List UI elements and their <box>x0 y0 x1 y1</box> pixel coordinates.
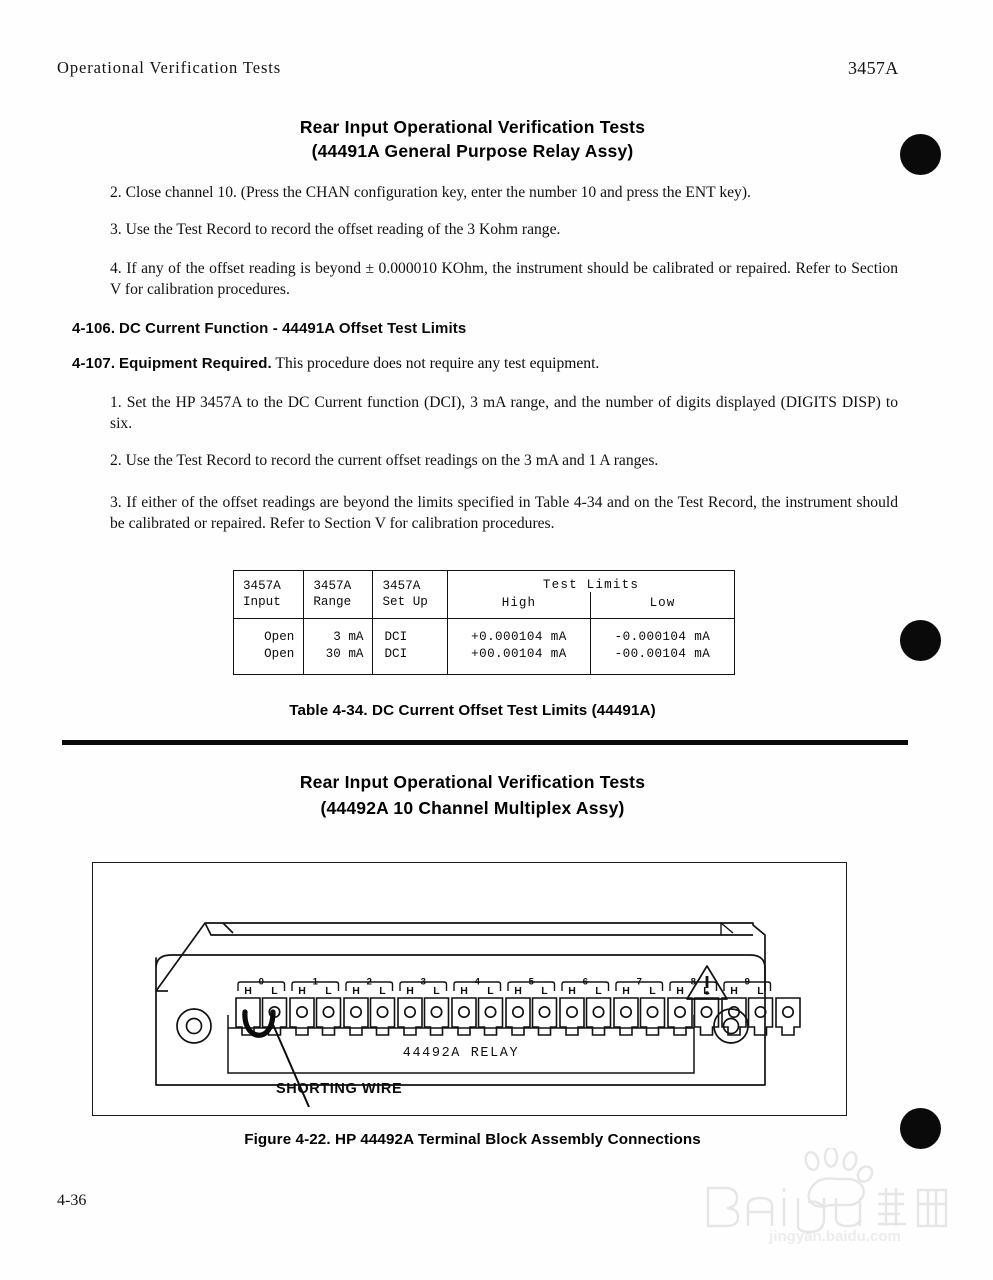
cell-range-row1: 30 mA <box>325 647 364 661</box>
channel-number-label: 9 <box>744 976 750 988</box>
header-test-limits-low: Low <box>590 592 734 618</box>
paragraph-dci-step-2: 2. Use the Test Record to record the current offset readings on the 3 mA and 1 A ranges. <box>110 452 659 469</box>
channel-number-label: 0 <box>258 976 264 988</box>
terminal-label-high: H <box>352 985 360 997</box>
terminal-label-low: L <box>487 985 494 997</box>
channel-number-label: 2 <box>366 976 372 988</box>
dc-current-offset-limits-table <box>233 570 735 675</box>
terminal-screw-icon <box>539 1007 549 1017</box>
terminal-label-low: L <box>433 985 440 997</box>
cell-input-row0: Open <box>264 630 295 644</box>
terminal-label-high: H <box>622 985 630 997</box>
cell-high-row0: +0.000104 mA <box>471 630 567 644</box>
header-3457a-range <box>304 571 373 619</box>
terminal-screw-icon <box>701 1007 711 1017</box>
terminal-label-high: H <box>514 985 522 997</box>
figure-4-22-frame <box>92 862 847 1116</box>
terminal-screw-icon <box>323 1007 333 1017</box>
terminal-block-diagram <box>93 863 844 1113</box>
shorting-wire <box>245 1012 273 1035</box>
section-title-44491a-line1: Rear Input Operational Verification Tests <box>299 117 646 137</box>
terminal-label-low: L <box>703 985 710 997</box>
terminal-screw-icon <box>621 1007 631 1017</box>
paragraph-dci-step-3: 3. If either of the offset readings are beyond the limits specified in Table 4-34 and on the Test Record, the instrument should be calibrated or repaired. Refer to Section V for calibration procedures. <box>110 494 898 532</box>
terminal-screw-icon <box>593 1007 603 1017</box>
terminal-screw-icon <box>405 1007 415 1017</box>
terminal-screw-icon <box>431 1007 441 1017</box>
running-head-left: Operational Verification Tests <box>57 58 282 77</box>
terminal-label-high: H <box>568 985 576 997</box>
terminal-screw-icon <box>729 1007 739 1017</box>
page-number: 4-36 <box>57 1192 87 1209</box>
terminal-screw-icon <box>459 1007 469 1017</box>
paragraph-step-4: 4. If any of the offset reading is beyond ± 0.000010 KOhm, the instrument should be calibrated or repaired. Refer to Section V for calibration procedures. <box>110 260 898 298</box>
header-3457a-input-l2: Input <box>243 595 281 609</box>
paragraph-step-3: 3. Use the Test Record to record the offset reading of the 3 Kohm range. <box>110 221 561 238</box>
table-head <box>234 571 735 619</box>
subheading-4-107 <box>72 355 599 373</box>
cell-setup-row1: DCI <box>384 647 408 661</box>
channel-number-label: 5 <box>528 976 534 988</box>
cell-range-row0: 3 mA <box>333 630 364 644</box>
subheading-4-107-number: 4-107. <box>72 355 116 372</box>
paragraph-step-2: 2. Close channel 10. (Press the CHAN configuration key, enter the number 10 and press the ENT key). <box>110 184 751 201</box>
terminal-screw-icon <box>783 1007 793 1017</box>
channel-number-label: 3 <box>420 976 426 988</box>
cell-input-row1: Open <box>264 647 295 661</box>
cell-input <box>234 619 304 675</box>
watermark-url: jingyan.baidu.com <box>769 1228 901 1244</box>
header-3457a-range-l2: Range <box>313 595 352 609</box>
terminal-label-low: L <box>649 985 656 997</box>
header-test-limits-high: High <box>447 592 590 618</box>
header-3457a-setup-l2: Set Up <box>382 595 428 609</box>
terminal-screw-icon <box>567 1007 577 1017</box>
section-title-44491a-line2: (44491A General Purpose Relay Assy) <box>311 141 634 161</box>
terminal-label-low: L <box>271 985 278 997</box>
paragraph-dci-step-1: 1. Set the HP 3457A to the DC Current function (DCI), 3 mA range, and the number of digits displayed (DIGITS DISP) to six. <box>110 394 898 432</box>
subheading-4-106 <box>72 320 466 338</box>
header-3457a-setup-l1: 3457A <box>382 579 421 593</box>
channel-number-label: 8 <box>690 976 696 988</box>
channel-number-label: 4 <box>474 976 480 988</box>
terminal-label-low: L <box>757 985 764 997</box>
channel-number-label: 6 <box>582 976 588 988</box>
binder-hole-icon <box>900 620 941 661</box>
module-label: 44492A RELAY <box>402 1046 520 1061</box>
terminal-label-high: H <box>406 985 414 997</box>
terminal-screw-icon <box>755 1007 765 1017</box>
terminal-label-high: H <box>460 985 468 997</box>
terminal-label-low: L <box>325 985 332 997</box>
figure-caption: Figure 4-22. HP 44492A Terminal Block Assembly Connections <box>244 1131 701 1148</box>
channel-number-label: 7 <box>636 976 642 988</box>
terminal-label-low: L <box>541 985 548 997</box>
terminal-screw-icon <box>377 1007 387 1017</box>
cell-high-row1: +00.00104 mA <box>471 647 567 661</box>
header-3457a-setup <box>373 571 448 619</box>
cell-high <box>447 619 590 675</box>
header-3457a-range-l1: 3457A <box>313 579 352 593</box>
section-title-44492a-line2: (44492A 10 Channel Multiplex Assy) <box>320 798 625 818</box>
terminal-screw-icon <box>485 1007 495 1017</box>
terminal-label-high: H <box>244 985 252 997</box>
terminal-screw-icon <box>297 1007 307 1017</box>
cell-setup-row0: DCI <box>384 630 408 644</box>
header-3457a-input <box>234 571 304 619</box>
terminal-screw-icon <box>351 1007 361 1017</box>
terminal-label-low: L <box>379 985 386 997</box>
terminal-label-high: H <box>730 985 738 997</box>
cell-low-row0: -0.000104 mA <box>614 630 711 644</box>
subheading-4-106-number: 4-106. <box>72 320 116 337</box>
terminal-label-high: H <box>676 985 684 997</box>
subheading-4-106-text: DC Current Function - 44491A Offset Test Limits <box>119 320 467 337</box>
shorting-wire-callout-label: SHORTING WIRE <box>276 1081 403 1097</box>
subheading-4-107-tail: This procedure does not require any test equipment. <box>275 355 600 372</box>
table-body <box>234 619 735 675</box>
cell-low <box>590 619 734 675</box>
terminal-label-high: H <box>298 985 306 997</box>
cell-setup <box>373 619 448 675</box>
section-separator-rule <box>62 740 908 745</box>
header-test-limits-span: Test Limits <box>447 571 734 593</box>
running-head-right: 3457A <box>848 58 899 78</box>
terminal-screw-icon <box>647 1007 657 1017</box>
subheading-4-107-bold: Equipment Required. <box>119 355 272 372</box>
channel-number-label: 1 <box>312 976 318 988</box>
table-header-row-1 <box>234 571 735 593</box>
table-caption: Table 4-34. DC Current Offset Test Limits (44491A) <box>289 702 656 719</box>
baidu-watermark <box>690 1148 980 1244</box>
terminal-screw-icon <box>513 1007 523 1017</box>
section-title-44492a-line1: Rear Input Operational Verification Tests <box>299 772 646 792</box>
table-row <box>234 619 735 675</box>
terminal-label-low: L <box>595 985 602 997</box>
header-3457a-input-l1: 3457A <box>243 579 281 593</box>
cell-range <box>304 619 373 675</box>
terminal-screw-icon <box>675 1007 685 1017</box>
cell-low-row1: -00.00104 mA <box>614 647 711 661</box>
